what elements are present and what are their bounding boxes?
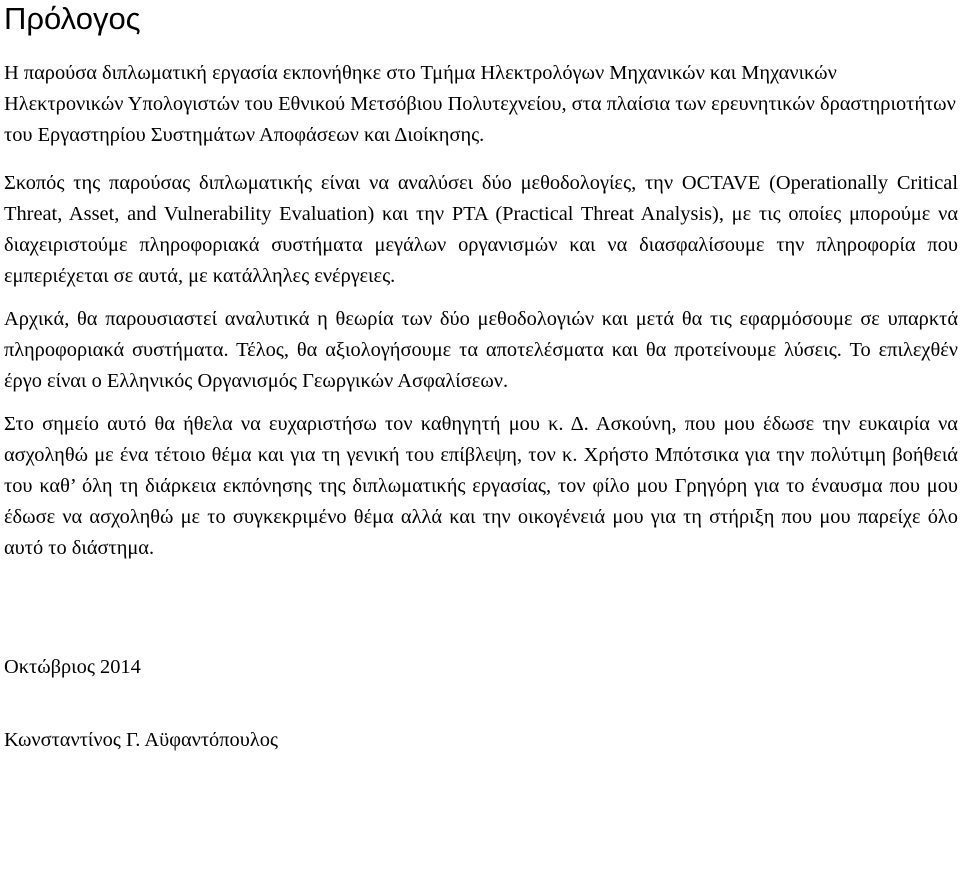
author-name: Κωνσταντίνος Γ. Αϋφαντόπουλος (4, 729, 278, 751)
paragraph-acknowledgements: Στο σημείο αυτό θα ήθελα να ευχαριστήσω τον καθηγητή μου κ. Δ. Ασκούνη, που μου έδωσε την ευκαιρία να ασχοληθώ με ένα τέτοιο θέμα και για τη γενική του επίβλεψη, τον κ. Χρήστο Μπότσικα για την πολύτιμη βοήθειά του καθ’ όλη τη διάρκεια εκπόνησης της διπλωματικής εργασίας, τον φίλο μου Γρηγόρη για το έναυσμα που μου έδωσε να ασχοληθώ με το συγκεκριμένο θέμα αλλά και την οικογένειά μου για τη στήριξη που μου παρείχε όλο αυτό το διάστημα. (4, 413, 958, 559)
page-title: Πρόλογος (4, 1, 141, 36)
document-page (4, 0, 958, 756)
paragraph-intro: Η παρούσα διπλωματική εργασία εκπονήθηκε στο Τμήμα Ηλεκτρολόγων Μηχανικών και Μηχανικών Ηλεκτρονικών Υπολογιστών του Εθνικού Μετσόβιου Πολυτεχνείου, στα πλαίσια των ερευνητικών δραστηριοτήτων του Εργαστηρίου Συστημάτων Αποφάσεων και Διοίκησης. (4, 62, 956, 146)
paragraph-purpose: Σκοπός της παρούσας διπλωματικής είναι να αναλύσει δύο μεθοδολογίες, την OCTAVE (Operationally Critical Threat, Asset, and Vulnerability Evaluation) και την PTA (Practical Threat Analysis), με τις οποίες μπορούμε να διαχειριστούμε πληροφοριακά συστήματα μεγάλων οργανισμών και να διασφαλίσουμε την πληροφορία που εμπεριέχεται σε αυτά, με κατάλληλες ενέργειες. (4, 172, 958, 287)
date-line: Οκτώβριος 2014 (4, 656, 141, 678)
paragraph-outline: Αρχικά, θα παρουσιαστεί αναλυτικά η θεωρία των δύο μεθοδολογιών και μετά θα τις εφαρμόσουμε σε υπαρκτά πληροφοριακά συστήματα. Τέλος, θα αξιολογήσουμε τα αποτελέσματα και θα προτείνουμε λύσεις. Το επιλεχθέν έργο είναι ο Ελληνικός Οργανισμός Γεωργικών Ασφαλίσεων. (4, 308, 958, 392)
